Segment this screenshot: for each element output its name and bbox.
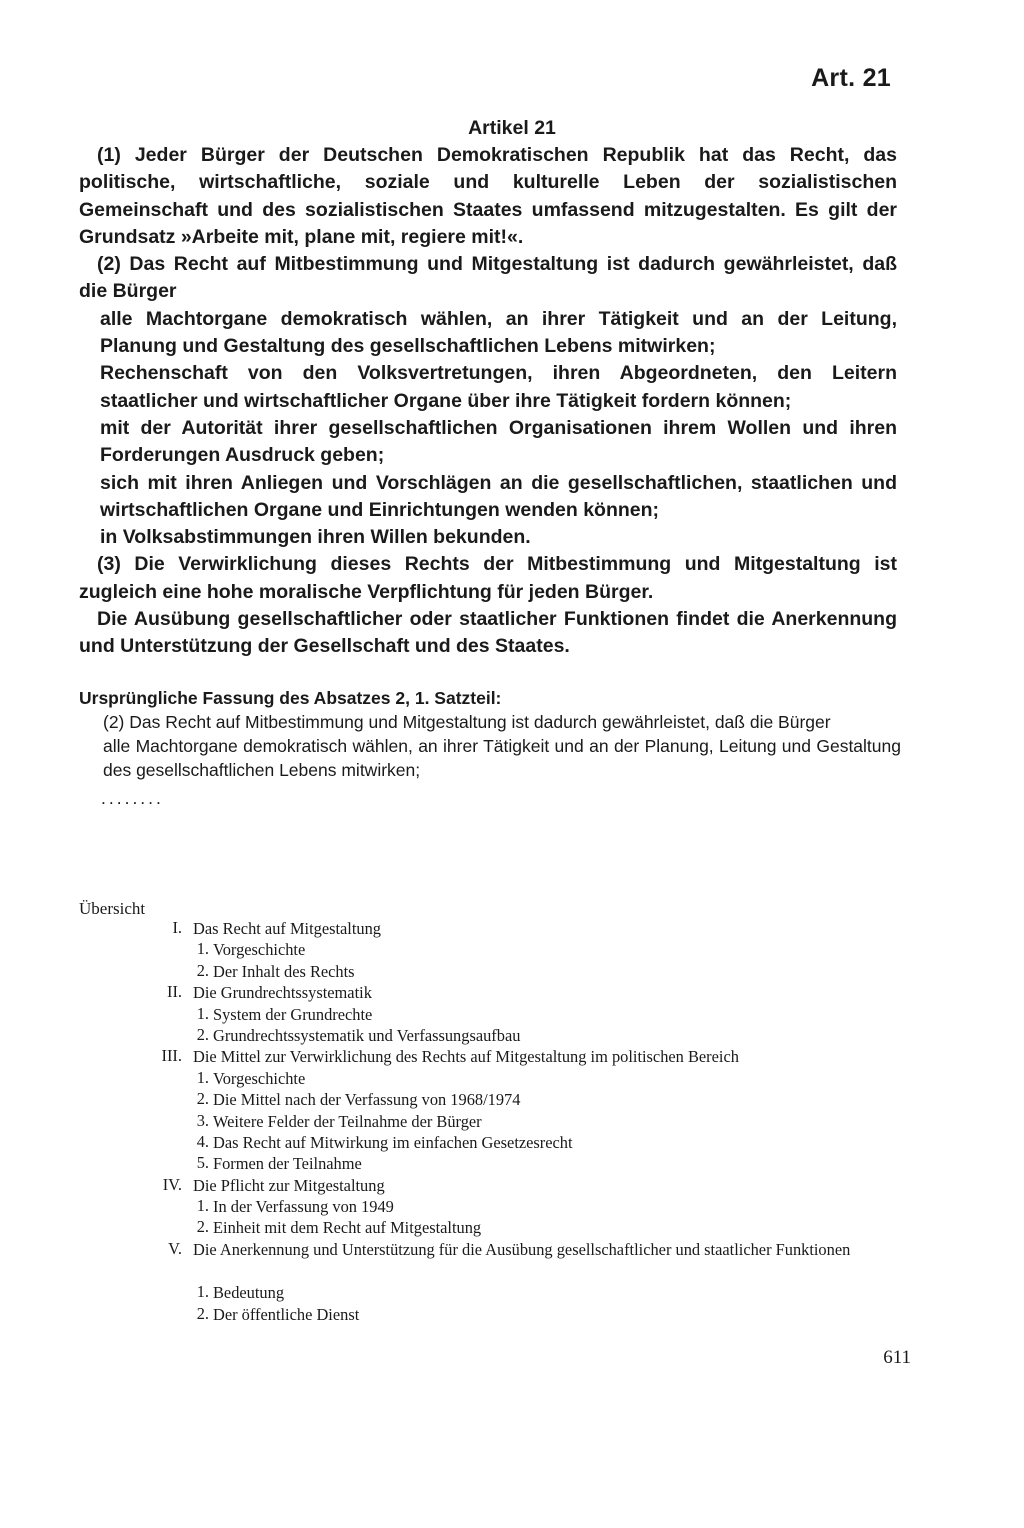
article-title: Artikel 21 [468,117,556,139]
overview-subsection [0,1217,1024,1238]
article-paragraph-1: (1) Jeder Bürger der Deutschen Demokratischen Republik hat das Recht, das politische, wirtschaftliche, soziale und kulturelle Leben der sozialistischen Gemeinschaft und des sozialistischen Staates umfassend mitzugestalten. Es gilt der Grundsatz »Arbeite mit, plane mit, regiere mit!«. [79,144,897,248]
subsection-number: 2. [196,960,209,980]
section-title: Die Anerkennung und Unterstützung für die Ausübung gesellschaftlicher und staatlicher Funktionen [193,1239,851,1259]
overview-section [0,982,1024,1003]
subsection-number: 3. [196,1110,209,1130]
overview-subsection [0,1132,1024,1153]
subsection-number: 5. [196,1153,209,1173]
overview-section [0,1046,1024,1067]
overview-subsection [0,1068,1024,1089]
section-number: II. [166,982,182,1002]
overview-subsection [0,1196,1024,1217]
subsection-title: In der Verfassung von 1949 [213,1197,394,1217]
overview-subsection [0,1111,1024,1132]
section-title: Die Mittel zur Verwirklichung des Rechts auf Mitgestaltung im politischen Bereich [193,1047,739,1067]
article-list-item: Rechenschaft von den Volksvertretungen, ihren Abgeordneten, den Leitern staatlicher und wirtschaftlicher Organe über ihre Tätigkeit fordern können; [100,362,897,412]
subsection-number: 1. [196,1196,209,1216]
subsection-title: Der öffentliche Dienst [213,1304,360,1324]
article-list-item: in Volksabstimmungen ihren Willen bekunden. [100,526,531,549]
ellipsis: ........ [101,788,164,808]
article-body [79,142,897,661]
subsection-title: System der Grundrechte [213,1004,373,1024]
article-list-item: mit der Autorität ihrer gesellschaftlichen Organisationen ihrem Wollen und ihren Forderungen Ausdruck geben; [100,416,897,467]
running-head: Art. 21 [811,64,891,92]
subsection-title: Die Mittel nach der Verfassung von 1968/1974 [213,1090,521,1110]
overview-subsection [0,1025,1024,1046]
subsection-number: 2. [196,1089,209,1109]
section-title: Die Grundrechtssystematik [193,983,372,1003]
overview-list [0,918,1024,1325]
subsection-number: 1. [196,1003,209,1023]
original-paragraph: (2) Das Recht auf Mitbestimmung und Mitgestaltung ist dadurch gewährleistet, daß die Bürger [103,712,831,732]
overview-subsection [0,961,1024,982]
section-title: Die Pflicht zur Mitgestaltung [193,1175,385,1195]
subsection-title: Der Inhalt des Rechts [213,961,355,981]
subsection-number: 2. [196,1303,209,1323]
original-list-item: alle Machtorgane demokratisch wählen, an ihrer Tätigkeit und an der Planung, Leitung und Gestaltung des gesellschaftlichen Lebens mitwirken; [103,736,901,780]
section-title: Das Recht auf Mitgestaltung [193,919,381,938]
section-number: III. [161,1046,182,1066]
article-paragraph-2: (2) Das Recht auf Mitbestimmung und Mitgestaltung ist dadurch gewährleistet, daß die Bürger [79,253,897,303]
article-paragraph-3: (3) Die Verwirklichung dieses Rechts der Mitbestimmung und Mitgestaltung ist zugleich eine hohe moralische Verpflichtung für jeden Bürger. [79,553,897,603]
overview-heading: Übersicht [79,899,146,918]
subsection-number: 2. [196,1024,209,1044]
section-number: IV. [162,1174,182,1194]
page-number: 611 [883,1347,911,1368]
overview-section [0,1175,1024,1196]
overview-subsection [0,1282,1024,1303]
subsection-number: 1. [196,1067,209,1087]
subsection-number: 1. [196,939,209,959]
article-paragraph-4: Die Ausübung gesellschaftlicher oder staatlicher Funktionen findet die Anerkennung und Unterstützung der Gesellschaft und des Staates. [79,608,897,658]
overview-section [0,918,1024,939]
subsection-title: Das Recht auf Mitwirkung im einfachen Gesetzesrecht [213,1132,573,1152]
overview-subsection [0,1153,1024,1174]
overview-subsection [0,1004,1024,1025]
subsection-number: 4. [196,1131,209,1151]
section-number: I. [172,918,182,937]
overview-subsection [0,939,1024,960]
subsection-title: Bedeutung [213,1283,285,1303]
original-version-heading: Ursprüngliche Fassung des Absatzes 2, 1. Satzteil: [79,688,502,708]
subsection-title: Vorgeschichte [213,1068,306,1088]
article-list-item: sich mit ihren Anliegen und Vorschlägen an die gesellschaftlichen, staatlichen und wirtschaftlichen Organe und Einrichtungen wenden können; [100,471,897,521]
subsection-title: Einheit mit dem Recht auf Mitgestaltung [213,1218,482,1238]
section-number: V. [168,1238,182,1258]
original-version-body [79,710,901,810]
subsection-title: Weitere Felder der Teilnahme der Bürger [213,1111,482,1131]
subsection-number: 1. [196,1282,209,1302]
subsection-title: Vorgeschichte [213,940,306,960]
overview-subsection [0,1304,1024,1325]
subsection-number: 2. [196,1217,209,1237]
overview-subsection [0,1089,1024,1110]
article-list-item: alle Machtorgane demokratisch wählen, an ihrer Tätigkeit und an der Leitung, Planung und Gestaltung des gesellschaftlichen Lebens mitwirken; [100,307,897,358]
subsection-title: Grundrechtssystematik und Verfassungsaufbau [213,1025,521,1045]
overview-section [0,1239,1024,1283]
subsection-title: Formen der Teilnahme [213,1154,362,1174]
